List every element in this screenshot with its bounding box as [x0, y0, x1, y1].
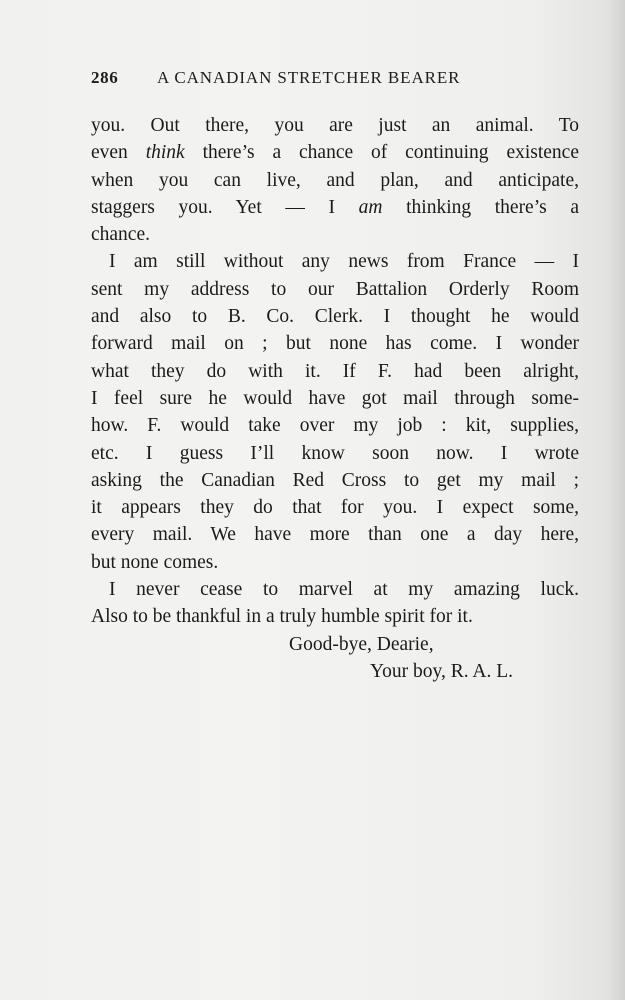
text-line: how. F. would take over my job : kit, supplies,	[91, 415, 579, 437]
text-line: I am still without any news from France — I	[109, 251, 579, 273]
emphasized-word: think	[145, 142, 185, 164]
paragraph-1	[91, 112, 579, 248]
text-fragment: staggers you. Yet — I	[91, 196, 359, 218]
text-line: forward mail on ; but none has come. I wonder	[91, 333, 579, 355]
text-line: I never cease to marvel at my amazing luck.	[109, 579, 579, 601]
page-number: 286	[91, 68, 119, 87]
text-line: but none comes.	[91, 551, 219, 573]
text-line: etc. I guess I’ll know soon now. I wrote	[91, 442, 579, 464]
text-line: Also to be thankful in a truly humble spirit for it.	[91, 606, 473, 628]
text-line	[91, 194, 579, 221]
text-line: it appears they do that for you. I expect some,	[91, 497, 579, 519]
paragraph-3	[91, 576, 579, 631]
text-line: you. Out there, you are just an animal. To	[91, 115, 579, 136]
text-line	[91, 139, 579, 166]
text-line: what they do with it. If F. had been alright,	[91, 360, 579, 382]
text-line: chance.	[91, 224, 150, 246]
text-line: every mail. We have more than one a day here,	[91, 524, 579, 546]
text-line: and also to B. Co. Clerk. I thought he would	[91, 306, 579, 328]
text-line: sent my address to our Battalion Orderly Room	[91, 278, 579, 300]
running-title: A CANADIAN STRETCHER BEARER	[157, 68, 461, 87]
closing	[91, 631, 579, 686]
text-line: I feel sure he would have got mail through some-	[91, 387, 579, 409]
running-head	[91, 60, 579, 90]
text-fragment: even	[91, 142, 146, 164]
text-line: asking the Canadian Red Cross to get my mail ;	[91, 469, 579, 491]
salutation: Good-bye, Dearie,	[289, 633, 434, 655]
letter-body	[91, 112, 579, 685]
text-fragment: thinking there’s a	[382, 196, 580, 218]
paragraph-2	[91, 248, 579, 576]
text-line: when you can live, and plan, and anticipate,	[91, 169, 579, 191]
text-block	[91, 60, 579, 685]
emphasized-word: am	[358, 196, 383, 218]
signature: Your boy, R. A. L.	[370, 660, 514, 682]
text-fragment: there’s a chance of continuing existence	[184, 142, 579, 164]
